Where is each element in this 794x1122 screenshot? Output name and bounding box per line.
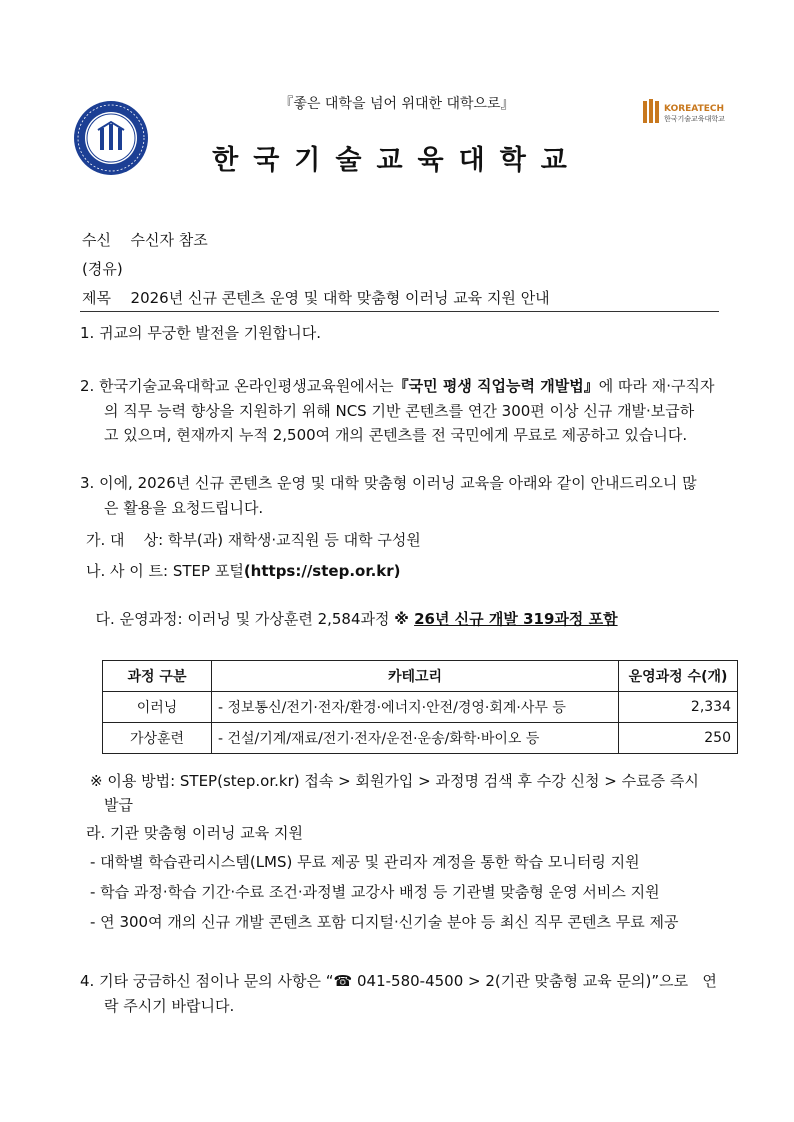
koreatech-logo — [642, 99, 732, 125]
course-count: 다. 운영과정: 이러닝 및 가상훈련 2,584과정 — [95, 610, 395, 628]
item-ra-3: - 연 300여 개의 신규 개발 콘텐츠 포함 디지털·신기술 분야 등 최신 직무 콘텐츠 무료 제공 — [90, 913, 679, 931]
table-header-row — [103, 661, 738, 692]
page-title: 한국기술교육대학교 — [212, 145, 582, 176]
paragraph-4-line-1: 4. 기타 궁금하신 점이나 문의 사항은 “☎ 041-580-4500 > 2(기관 맞춤형 교육 문의)”으로 연 — [80, 972, 717, 990]
logo-name: KOREATECH — [664, 104, 724, 114]
item-da — [86, 590, 618, 629]
table-header: 과정 구분 — [103, 661, 212, 692]
new-course-note: 26년 신규 개발 319과정 포함 — [414, 610, 618, 628]
paragraph-2-line-2: 의 직무 능력 향상을 지원하기 위해 NCS 기반 콘텐츠를 연간 300편 이상 신규 개발·보급하 — [104, 402, 695, 420]
law-name: 『국민 평생 직업능력 개발법』 — [393, 377, 599, 395]
site-label: 나. 사 이 트: STEP 포털 — [86, 562, 244, 580]
p2-text-end: 에 따라 재·구직자 — [598, 377, 715, 395]
table-header: 운영과정 수(개) — [619, 661, 738, 692]
subject: 2026년 신규 콘텐츠 운영 및 대학 맞춤형 이러닝 교육 지원 안내 — [130, 289, 550, 307]
paragraph-3-line-1: 3. 이에, 2026년 신규 콘텐츠 운영 및 대학 맞춤형 이러닝 교육을 아래와 같이 안내드리오니 많 — [80, 474, 697, 492]
recipient-label: 수신 — [82, 231, 111, 249]
p2-text: 2. 한국기술교육대학교 온라인평생교육원에서는 — [80, 377, 394, 395]
paragraph-2-line-1 — [80, 375, 714, 396]
item-ra: 라. 기관 맞춤형 이러닝 교육 지원 — [86, 824, 303, 842]
reference-mark: ※ — [394, 610, 415, 628]
logo-subtitle: 한국기술교육대학교 — [664, 115, 725, 123]
paragraph-1: 1. 귀교의 무궁한 발전을 기원합니다. — [80, 324, 322, 342]
table-header: 카테고리 — [212, 661, 619, 692]
slogan: 『좋은 대학을 넘어 위대한 대학으로』 — [279, 96, 515, 112]
item-ra-1: - 대학별 학습관리시스템(LMS) 무료 제공 및 관리자 계정을 통한 학습 모니터링 지원 — [90, 853, 640, 871]
site-url[interactable]: (https://step.or.kr) — [243, 562, 401, 580]
table-row — [103, 723, 738, 754]
table-cell: 이러닝 — [103, 692, 212, 723]
table-cell: 250 — [619, 723, 738, 754]
divider — [80, 311, 719, 312]
item-na — [86, 560, 401, 581]
paragraph-3-line-2: 은 활용을 요청드립니다. — [104, 499, 264, 517]
usage-note-line-2: 발급 — [104, 796, 133, 814]
table-cell: 2,334 — [619, 692, 738, 723]
table-cell: - 건설/기계/재료/전기·전자/운전·운송/화학·바이오 등 — [212, 723, 619, 754]
recipient-row — [82, 229, 208, 250]
via: (경유) — [82, 260, 123, 278]
table-cell: - 정보통신/전기·전자/환경·에너지·안전/경영·회계·사무 등 — [212, 692, 619, 723]
paragraph-2-line-3: 고 있으며, 현재까지 누적 2,500여 개의 콘텐츠를 전 국민에게 무료로 제공하고 있습니다. — [104, 426, 688, 444]
table-row — [103, 692, 738, 723]
subject-row — [82, 287, 550, 308]
table-cell: 가상훈련 — [103, 723, 212, 754]
paragraph-4-line-2: 락 주시기 바랍니다. — [104, 997, 235, 1015]
item-ga: 가. 대 상: 학부(과) 재학생·교직원 등 대학 구성원 — [86, 531, 421, 549]
subject-label: 제목 — [82, 289, 111, 307]
item-ra-2: - 학습 과정·학습 기간·수료 조건·과정별 교강사 배정 등 기관별 맞춤형 운영 서비스 지원 — [90, 883, 660, 901]
recipient: 수신자 참조 — [130, 231, 208, 249]
course-table — [102, 660, 738, 754]
usage-note-line-1: ※ 이용 방법: STEP(step.or.kr) 접속 > 회원가입 > 과정명 검색 후 수강 신청 > 수료증 즉시 — [90, 772, 699, 790]
